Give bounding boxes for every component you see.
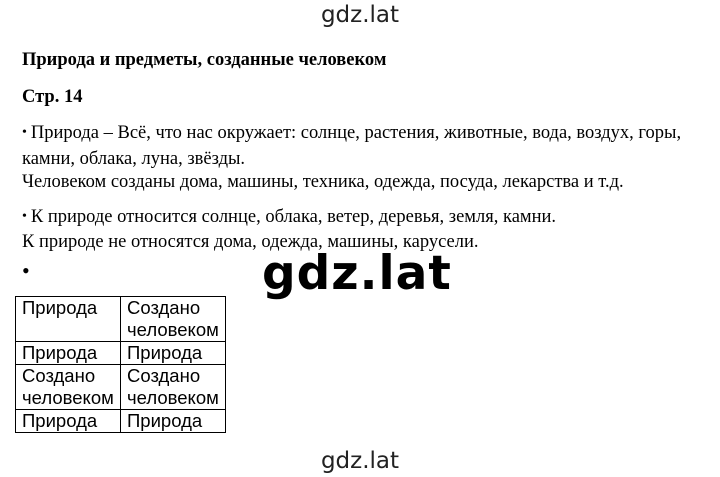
table-cell: Создано человеком xyxy=(121,297,226,342)
table-cell: Природа xyxy=(121,410,226,433)
classification-table xyxy=(15,296,226,433)
answer-text: Природа – Всё, что нас окружает: солнце, растения, животные, вода, воздух, горы, xyxy=(30,123,682,143)
watermark-middle: gdz.lat xyxy=(262,246,452,301)
answer-line: К природе не относятся дома, одежда, машины, карусели. xyxy=(22,232,479,252)
table-cell: Природа xyxy=(16,297,121,342)
page-title: Природа и предметы, созданные человеком xyxy=(22,50,387,70)
watermark-top: gdz.lat xyxy=(320,2,400,28)
table-row xyxy=(16,410,226,433)
table-cell: Природа xyxy=(16,410,121,433)
answer-text: К природе относится солнце, облака, ветер, деревья, земля, камни. xyxy=(30,207,557,227)
table-row xyxy=(16,342,226,365)
answer-line xyxy=(22,120,681,146)
page-number: Стр. 14 xyxy=(22,87,83,107)
bullet-icon: • xyxy=(22,258,30,283)
answer-line: Человеком созданы дома, машины, техника, одежда, посуда, лекарства и т.д. xyxy=(22,172,624,192)
table-cell: Природа xyxy=(16,342,121,365)
table-cell: Создано человеком xyxy=(16,365,121,410)
table-row xyxy=(16,297,226,342)
bullet-icon: • xyxy=(22,125,27,140)
bullet-icon: • xyxy=(22,209,27,224)
table-cell: Природа xyxy=(121,342,226,365)
answer-line xyxy=(22,204,556,230)
table-cell: Создано человеком xyxy=(121,365,226,410)
watermark-bottom: gdz.lat xyxy=(320,448,400,474)
answer-line: камни, облака, луна, звёзды. xyxy=(22,149,246,169)
table-row xyxy=(16,365,226,410)
